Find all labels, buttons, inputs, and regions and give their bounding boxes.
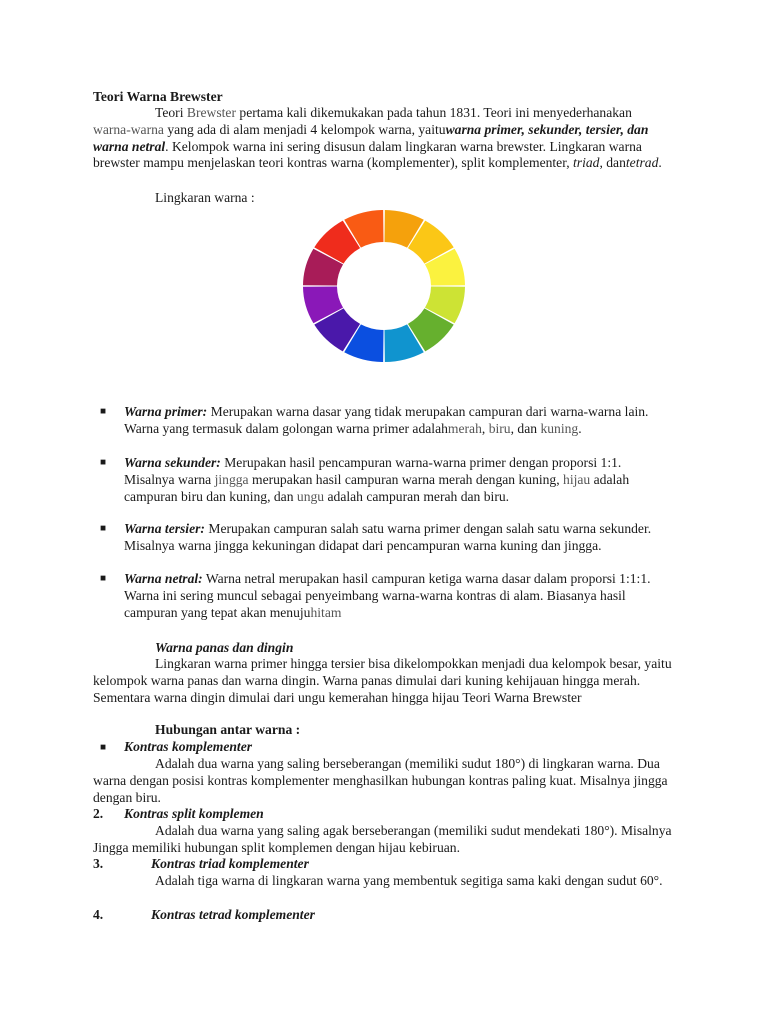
relation-number: 2.: [93, 806, 104, 821]
bullet-marker: ■: [100, 406, 107, 417]
item-text: Merupakan campuran salah satu warna primer dengan salah satu warna sekunder. Misalnya warna jingga kekuningan didapat dari pencampuran warna kuning dan jingga.: [124, 521, 652, 553]
intro-text: . Kelompok warna ini sering disusun dalam lingkaran warna brewster. Lingkaran warna brewster mampu menjelaskan teori kontras warna (komplementer), split komplementer,: [93, 138, 642, 171]
intro-text: , dan: [599, 155, 626, 171]
wheel-caption-text: Lingkaran warna :: [155, 190, 255, 205]
list-item-netral: [124, 571, 662, 621]
relation-title: [151, 907, 689, 924]
word-kuning: kuning: [540, 420, 579, 436]
word-hitam: hitam: [310, 604, 342, 620]
item-text: adalah campuran biru dan kuning, dan: [124, 471, 630, 504]
bullet-marker: ■: [100, 742, 107, 753]
relation-number: 3.: [93, 856, 104, 871]
relation-text: Adalah dua warna yang saling berseberangan (memiliki sudut 180°) di lingkaran warna. Dua warna dengan posisi kontras komplementer menghasilkan hubungan kontras paling kuat. Misalnya jingga dengan biru.: [93, 756, 668, 805]
color-wheel: [303, 210, 465, 362]
hot-cold-text: Lingkaran warna primer hingga tersier bisa dikelompokkan menjadi dua kelompok besar, yaitu kelompok warna panas dan warna dingin. Warna panas dimulai dari kuning kehijauan hingga merah. Sementara warna dingin dimulai dari ungu kemerahan hingga hijau Teori Warna Brewster: [93, 656, 672, 705]
relation-paragraph: [93, 756, 673, 806]
relation-paragraph: [93, 873, 673, 890]
word-biru: biru: [488, 420, 511, 436]
term-tersier: Warna tersier:: [124, 521, 205, 536]
word-hijau: hijau: [563, 471, 591, 487]
item-text: adalah campuran merah dan biru.: [327, 488, 510, 504]
bullet-marker: ■: [100, 457, 107, 468]
color-groups-text: warna primer, sekunder, tersier, dan warna netral: [93, 121, 649, 154]
relation-title-text: Kontras tetrad komplementer: [151, 907, 315, 922]
intro-paragraph: [93, 105, 673, 172]
term-primer: Warna primer:: [124, 404, 208, 419]
intro-text: yang ada di alam menjadi 4 kelompok warna, yaitu: [167, 121, 446, 137]
relation-number: 4.: [93, 907, 104, 922]
relation-paragraph: [93, 823, 673, 857]
relation-title: [151, 856, 689, 873]
triad-text: triad: [573, 155, 600, 171]
relation-text: Adalah tiga warna di lingkaran warna yang membentuk segitiga sama kaki dengan sudut 60°.: [155, 873, 663, 888]
hot-cold-heading-text: Warna panas dan dingin: [155, 640, 294, 655]
item-text: ,: [481, 420, 486, 436]
relation-title-text: Kontras komplementer: [124, 739, 253, 754]
hot-cold-paragraph: [93, 656, 673, 706]
color-wheel-figure: [303, 210, 465, 362]
bullet-marker: ■: [100, 523, 107, 534]
relation-title-text: Kontras triad komplementer: [151, 856, 309, 871]
term-netral: Warna netral:: [124, 571, 203, 586]
word-jingga: jingga: [214, 471, 249, 487]
word-merah: merah: [447, 420, 482, 436]
term-sekunder: Warna sekunder:: [124, 455, 221, 470]
relation-title: [124, 806, 662, 823]
brewster-link-text: Brewster: [186, 105, 236, 120]
intro-text: Teori: [155, 105, 184, 120]
item-text: merupakan hasil campuran warna merah dengan kuning,: [252, 471, 560, 487]
relations-heading: [93, 722, 673, 739]
tetrad-text: tetrad: [625, 155, 659, 171]
document-title: Teori Warna Brewster: [93, 89, 223, 104]
list-item-tersier: [124, 521, 662, 555]
relation-title: [124, 739, 662, 756]
hot-cold-heading: [93, 640, 673, 657]
bullet-marker: ■: [100, 573, 107, 584]
list-item-sekunder: [124, 455, 662, 505]
warna-warna-text: warna-warna: [93, 121, 164, 137]
item-text: , dan: [510, 420, 538, 436]
item-text: Warna netral merupakan hasil campuran ketiga warna dasar dalam proporsi 1:1:1. Warna ini sering muncul sebagai penyeimbang warna-warna kontras di alam. Biasanya hasil campuran yang tepat akan menuju: [124, 571, 651, 620]
list-item-primer: [124, 404, 662, 438]
wheel-caption: [93, 190, 673, 207]
item-text: Merupakan hasil pencampuran warna-warna primer dengan proporsi 1:1. Misalnya warna: [124, 455, 622, 487]
intro-text: .: [658, 155, 662, 171]
relation-title-text: Kontras split komplemen: [124, 806, 264, 821]
item-text: .: [578, 420, 582, 436]
word-ungu: ungu: [296, 488, 325, 504]
intro-text: pertama kali dikemukakan pada tahun 1831. Teori ini menyederhanakan: [239, 105, 632, 120]
relation-text: Adalah dua warna yang saling agak berseberangan (memiliki sudut mendekati 180°). Misalnya Jingga memiliki hubungan split komplemen dengan hijau kebiruan.: [93, 823, 672, 855]
relations-heading-text: Hubungan antar warna :: [155, 722, 301, 737]
item-text: Merupakan warna dasar yang tidak merupakan campuran dari warna-warna lain. Warna yang termasuk dalam golongan warna primer adalah: [124, 404, 649, 436]
